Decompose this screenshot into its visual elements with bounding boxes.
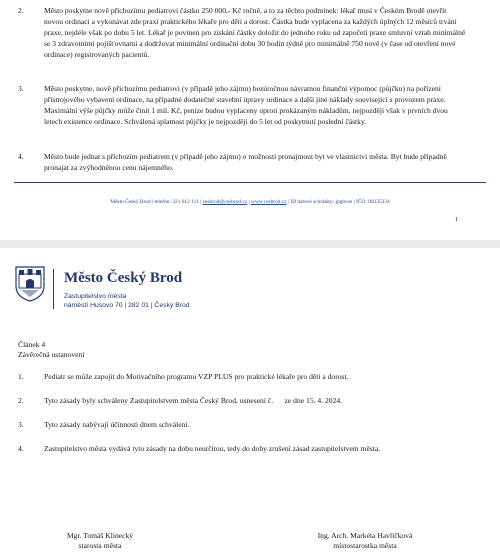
footer-email-link[interactable]: cesbrod@cesbrod.cz xyxy=(202,199,248,205)
item-text: Zastupitelstvo města vydává tyto zásady na dobu neurčitou, tedy do doby zrušení zásad zastupitelstvem města. xyxy=(44,444,381,453)
city-coat-of-arms-icon xyxy=(15,266,45,302)
item-number: 2. xyxy=(18,6,24,15)
item-number: 3. xyxy=(18,420,24,429)
footer-web-link[interactable]: www.cesbrod.cz xyxy=(251,199,287,205)
item-text: Město poskytne nově příchozímu pediatrovi částku 250 000,- Kč ročně, a to za těchto podmínek: lékař musí v Českém Brodě otevřít novou ordinaci a vykonávat zde praxi praktického lékaře pro děti a dorost. Částka bude vyplacena za každých úplných 12 měsíců trvání praxe, nejdéle však po dobu 5 let. Lékař je povinen pro získání částky doložit do jednoho roku od započetí praxe smluvní vztah minimálně se 3 zdravotními pojišťovnami a dodržovat minimální ordinační dobu 30 hodin týdně pro minimálně 750 nově (v čase od otevření nové ordinace) registrovaných pacientů. xyxy=(44,6,466,59)
signatory-role: starosta města xyxy=(78,541,122,550)
address-line: náměstí Husovo 70 | 282 01 | Český Brod xyxy=(64,302,190,309)
article-title: Článek 4 xyxy=(18,340,46,349)
item-text: Město bude jednat s příchozím pediatrem (v případě jeho zájmu) o možnosti pronajmout byt ve vlastnictví města. Byt bude případně pronajat za zvýhodněnou cenu nájemného. xyxy=(44,152,447,172)
page-separator xyxy=(0,240,500,248)
list-item xyxy=(18,152,466,174)
signatory-role: místostarostka města xyxy=(333,541,397,550)
list-item xyxy=(18,84,466,128)
item-number: 2. xyxy=(18,396,24,405)
signature-deputy-mayor xyxy=(290,531,440,551)
item-number: 4. xyxy=(18,152,24,161)
item-number: 4. xyxy=(18,444,24,453)
item-number: 3. xyxy=(18,84,24,93)
signatory-name: Mgr. Tomáš Klinecký xyxy=(66,531,134,540)
header-divider xyxy=(53,269,54,309)
article-heading xyxy=(18,340,84,360)
footer-ids: | ID datové schránky: jpgbvse | IČO: 00235334 xyxy=(286,199,390,205)
footer-divider xyxy=(14,182,486,183)
list-item xyxy=(18,6,466,61)
list-item xyxy=(18,444,466,455)
town-name: Město Český Brod xyxy=(64,270,183,286)
footer-contact: Město Český Brod | telefon: 321 612 111 | xyxy=(110,199,203,205)
signatory-name: Ing. Arch. Markéta Havlíčková xyxy=(317,531,413,540)
council-name: Zastupitelstvo města xyxy=(64,293,127,300)
signature-mayor xyxy=(40,531,160,551)
footer-separator: | xyxy=(247,199,252,205)
page-number: 1 xyxy=(454,216,458,223)
item-text: Pediatr se může zapojit do Motivačního programu VZP PLUS pro praktické lékaře pro děti a dorost. xyxy=(44,372,349,381)
header-address xyxy=(64,292,190,310)
item-number: 1. xyxy=(18,372,24,381)
page-footer xyxy=(14,199,486,205)
document-page-1 xyxy=(0,0,500,240)
article-subtitle: Závěrečná ustanovení xyxy=(18,350,85,359)
list-item xyxy=(18,372,466,383)
list-item xyxy=(18,420,466,431)
item-text: Tyto zásady nabývají účinnosti dnem schválení. xyxy=(44,420,190,429)
list-item xyxy=(18,396,466,407)
item-text: Město poskytne, nově příchozímu pediatrovi (v případě jeho zájmu) bezúročnou návratnou finanční výpomoc (půjčku) na pořízení přístrojového vybavení ordinace, na případné dodatečné stavební úpravy ordinace a další jiné náklady související s provozem praxe. Maximální výše půjčky může činit 1 mil. Kč, peníze budou vyplaceny oproti prokázaným nákladům, nejpozději však v prvních dvou letech existence ordinace. Schválená splatnost půjčky je nejpozději do 5 let od poskytnutí poslední částky. xyxy=(44,84,448,126)
item-text: Tyto zásady byly schváleny Zastupitelstvem města Český Brod, usnesení č. ze dne 15. 4. 2024. xyxy=(44,396,343,405)
document-page-2 xyxy=(0,248,500,558)
